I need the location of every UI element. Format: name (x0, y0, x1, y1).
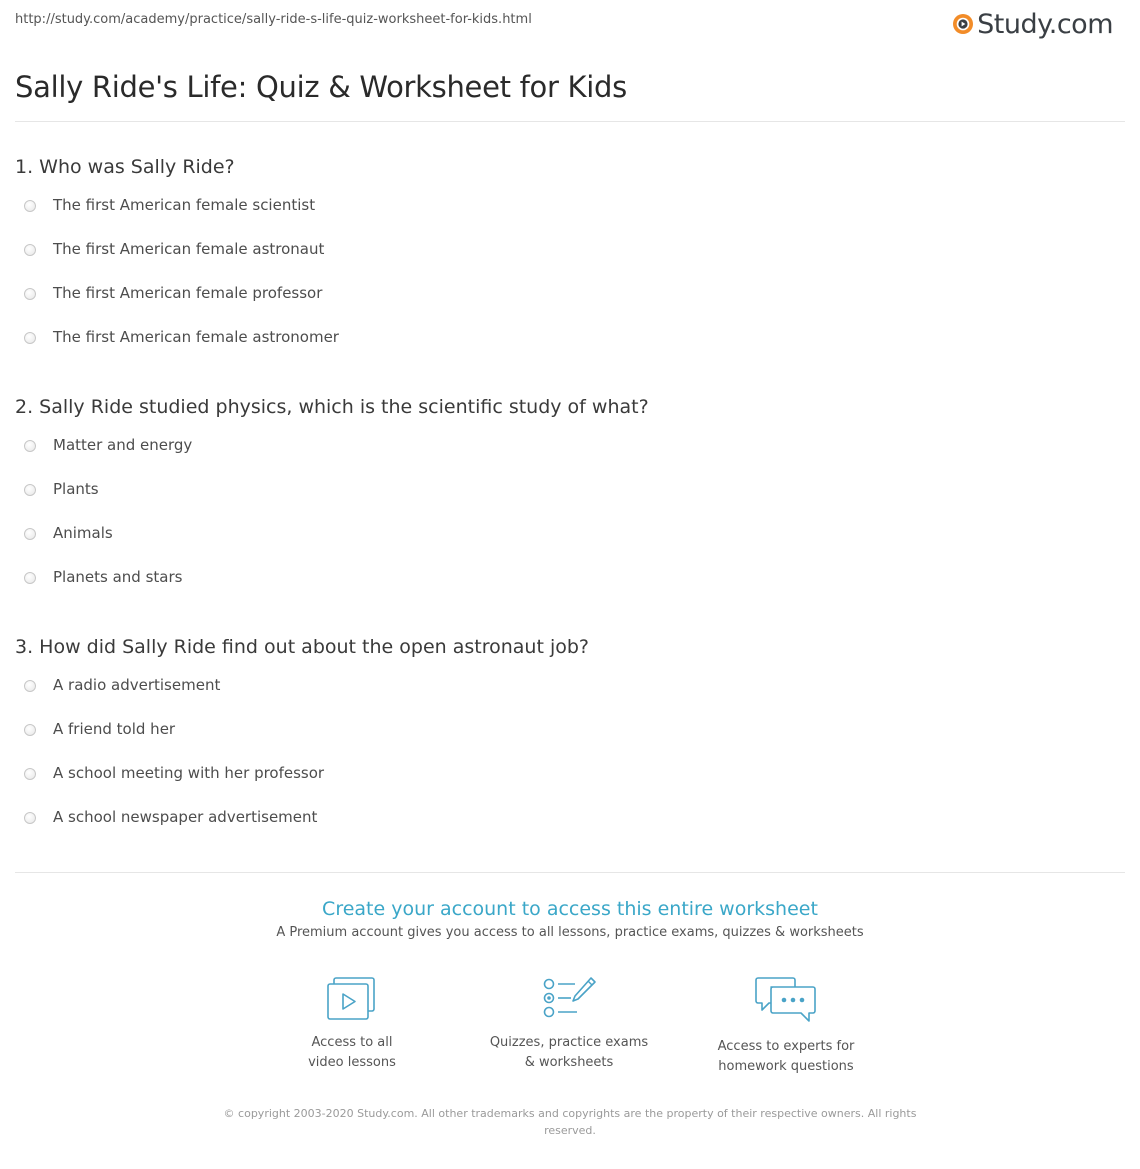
question-text: 2. Sally Ride studied physics, which is the scientific study of what? (15, 396, 649, 418)
premium-description: A Premium account gives you access to all lessons, practice exams, quizzes & worksheets (276, 925, 864, 940)
title-divider (15, 121, 1125, 122)
option-label: A school newspaper advertisement (53, 808, 318, 826)
radio-button[interactable] (24, 288, 36, 300)
option-label: Animals (53, 524, 113, 542)
options-list (15, 435, 1125, 611)
play-circle-icon (952, 13, 974, 35)
page-title: Sally Ride's Life: Quiz & Worksheet for Kids (15, 70, 627, 104)
feature-label-line: Access to all (311, 1035, 393, 1050)
feature-video-lessons (252, 975, 452, 1073)
option-label: A school meeting with her professor (53, 764, 325, 782)
option-row[interactable] (15, 195, 1125, 239)
radio-button[interactable] (24, 812, 36, 824)
radio-button[interactable] (24, 572, 36, 584)
option-row[interactable] (15, 675, 1125, 719)
question-1 (15, 153, 1125, 371)
radio-button[interactable] (24, 332, 36, 344)
chat-bubbles-icon (753, 975, 819, 1025)
create-account-link[interactable]: Create your account to access this entire worksheet (322, 898, 818, 920)
option-row[interactable] (15, 435, 1125, 479)
radio-button[interactable] (24, 724, 36, 736)
option-label: The first American female astronomer (53, 328, 339, 346)
option-row[interactable] (15, 807, 1125, 851)
feature-label-line: Access to experts for (717, 1039, 855, 1054)
option-label: A radio advertisement (53, 676, 221, 694)
questions-divider (15, 872, 1125, 873)
question-2 (15, 393, 1125, 611)
signup-callout (0, 895, 1140, 943)
option-row[interactable] (15, 327, 1125, 371)
options-list (15, 675, 1125, 851)
option-row[interactable] (15, 763, 1125, 807)
page-url: http://study.com/academy/practice/sally-ride-s-life-quiz-worksheet-for-kids.html (15, 12, 532, 27)
option-row[interactable] (15, 479, 1125, 523)
feature-experts (686, 975, 886, 1077)
radio-button[interactable] (24, 440, 36, 452)
radio-button[interactable] (24, 680, 36, 692)
option-label: Planets and stars (53, 568, 183, 586)
option-row[interactable] (15, 283, 1125, 327)
feature-label-line: homework questions (718, 1059, 854, 1074)
feature-label-line: & worksheets (524, 1055, 614, 1070)
copyright-notice: © copyright 2003-2020 Study.com. All other trademarks and copyrights are the property of their respective owners. All rights reserved. (223, 1107, 917, 1137)
radio-button[interactable] (24, 244, 36, 256)
premium-features (0, 975, 1140, 1085)
option-label: The first American female professor (53, 284, 323, 302)
option-label: A friend told her (53, 720, 176, 738)
video-lessons-icon (325, 975, 379, 1021)
radio-button[interactable] (24, 768, 36, 780)
radio-button[interactable] (24, 528, 36, 540)
feature-label (686, 1037, 886, 1077)
option-row[interactable] (15, 719, 1125, 763)
quiz-checklist-icon (541, 975, 597, 1021)
options-list (15, 195, 1125, 371)
question-text: 1. Who was Sally Ride? (15, 156, 235, 178)
top-bar (15, 8, 1125, 42)
feature-label (469, 1033, 669, 1073)
option-label: The first American female astronaut (53, 240, 325, 258)
radio-button[interactable] (24, 484, 36, 496)
option-row[interactable] (15, 523, 1125, 567)
feature-quizzes (469, 975, 669, 1073)
feature-label-line: Quizzes, practice exams (489, 1035, 649, 1050)
option-label: Plants (53, 480, 99, 498)
option-row[interactable] (15, 239, 1125, 283)
study-logo[interactable] (952, 8, 1113, 40)
feature-label (252, 1033, 452, 1073)
option-row[interactable] (15, 567, 1125, 611)
feature-label-line: video lessons (308, 1055, 396, 1070)
radio-button[interactable] (24, 200, 36, 212)
option-label: Matter and energy (53, 436, 193, 454)
logo-text: Study.com (977, 8, 1113, 40)
question-3 (15, 633, 1125, 851)
option-label: The first American female scientist (53, 196, 316, 214)
question-text: 3. How did Sally Ride find out about the open astronaut job? (15, 636, 589, 658)
